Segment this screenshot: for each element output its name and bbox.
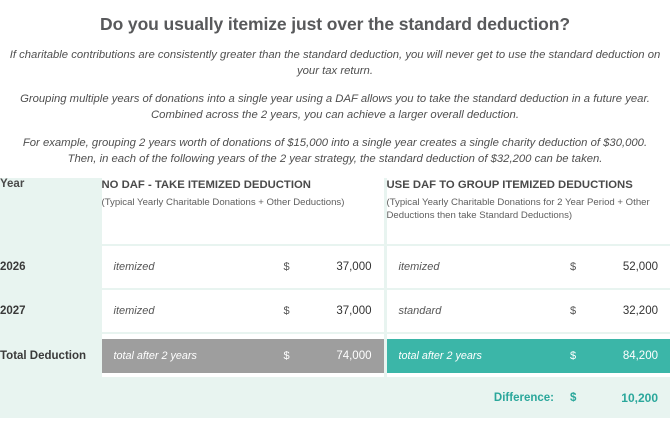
header-use-daf — [385, 178, 670, 245]
difference-label: Difference: — [493, 391, 554, 404]
total-no-daf-currency: $ — [283, 349, 290, 362]
total-use-daf-bar — [387, 339, 670, 373]
row-use-daf-type: standard — [398, 305, 442, 318]
intro-paragraph-1: If charitable contributions are consistently greater than the standard deduction, you will never get to use the standard deduction on your tax return. — [9, 49, 661, 78]
header-no-daf-subtitle: (Typical Yearly Charitable Donations + Other Deductions) — [101, 197, 345, 209]
row-no-daf-cell — [100, 289, 385, 333]
table-total-row — [0, 333, 670, 377]
row-no-daf-type: itemized — [113, 305, 155, 318]
difference-currency: $ — [570, 391, 577, 404]
intro-paragraphs — [0, 47, 670, 167]
total-use-daf-type: total after 2 years — [398, 349, 482, 362]
row-use-daf-type: itemized — [398, 261, 440, 274]
header-year: Year — [0, 178, 100, 245]
header-use-daf-subtitle: (Typical Yearly Charitable Donations for 2 Year Period + Other Deductions then take Standard Deductions) — [386, 197, 650, 222]
total-no-daf-type: total after 2 years — [113, 349, 197, 362]
total-no-daf-value: 74,000 — [336, 349, 372, 362]
table-row — [0, 289, 670, 333]
total-use-daf-currency: $ — [570, 349, 577, 362]
row-no-daf-cell — [100, 245, 385, 289]
row-use-daf-cell — [385, 289, 670, 333]
row-use-daf-currency: $ — [570, 261, 577, 274]
difference-value: 10,200 — [621, 390, 658, 405]
table-header-row — [0, 178, 670, 245]
intro-paragraph-2: Grouping multiple years of donations into a single year using a DAF allows you to take the standard deduction in a future year. Combined across the 2 years, you can achieve a larger overall deduction. — [20, 92, 650, 122]
row-no-daf-type: itemized — [113, 261, 155, 274]
difference-footer — [0, 377, 670, 418]
row-use-daf-cell — [385, 245, 670, 289]
page-title: Do you usually itemize just over the standard deduction? — [100, 14, 570, 34]
row-use-daf-value: 52,000 — [622, 261, 658, 274]
row-use-daf-value: 32,200 — [622, 305, 658, 318]
row-no-daf-currency: $ — [283, 261, 290, 274]
table-row — [0, 245, 670, 289]
header-no-daf-title: NO DAF - TAKE ITEMIZED DEDUCTION — [101, 179, 311, 192]
row-no-daf-value: 37,000 — [336, 305, 372, 318]
total-no-daf-cell — [100, 333, 385, 377]
header-no-daf — [100, 178, 385, 245]
comparison-table — [0, 178, 670, 377]
header-use-daf-title: USE DAF TO GROUP ITEMIZED DEDUCTIONS — [386, 179, 633, 192]
row-use-daf-currency: $ — [570, 305, 577, 318]
total-deduction-label: Total Deduction — [0, 333, 100, 377]
total-use-daf-value: 84,200 — [622, 349, 658, 362]
intro-paragraph-3: For example, grouping 2 years worth of donations of $15,000 into a single year creates a single charity deduction of $30,000. Then, in each of the following years of the 2 year strategy, the standard deduction of $32,200 can be taken. — [22, 136, 648, 165]
row-no-daf-currency: $ — [283, 305, 290, 318]
row-no-daf-value: 37,000 — [336, 261, 372, 274]
total-use-daf-cell — [385, 333, 670, 377]
row-year-label: 2027 — [0, 289, 100, 333]
total-no-daf-bar — [102, 339, 384, 373]
row-year-label: 2026 — [0, 245, 100, 289]
